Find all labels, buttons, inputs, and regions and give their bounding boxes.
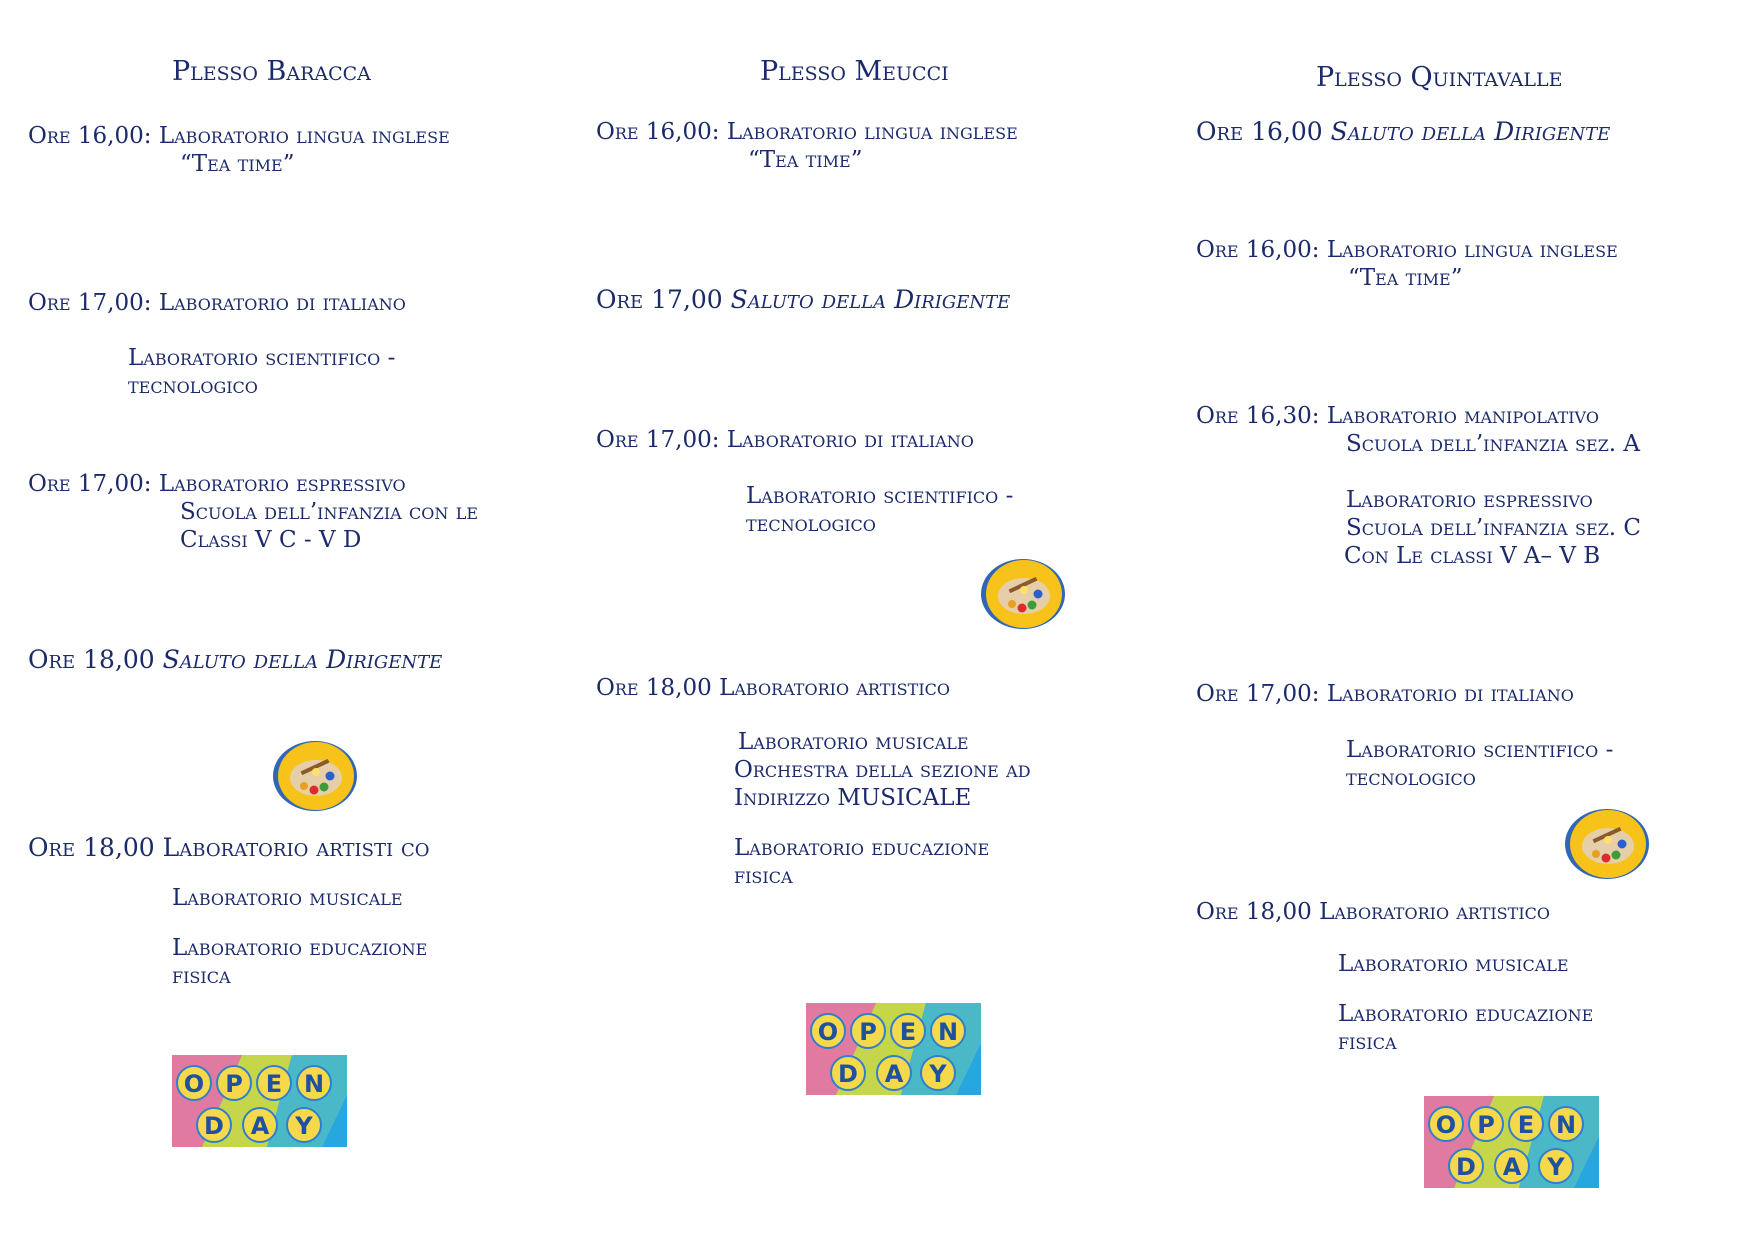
entry-sub: fisica	[1338, 1029, 1397, 1055]
entry-sub: tecnologico	[746, 511, 876, 537]
badge-letter: N	[303, 1070, 325, 1098]
badge-letter: O	[1435, 1111, 1457, 1139]
open-day-badge	[172, 1055, 347, 1147]
badge-letter: O	[817, 1018, 839, 1046]
entry-time: Ore 17,00: Laboratorio di italiano	[596, 427, 974, 453]
badge-letter: D	[204, 1112, 224, 1140]
entry-sub: fisica	[734, 863, 793, 889]
entry-time: Ore 16,30: Laboratorio manipolativo	[1196, 403, 1599, 429]
badge-letter: Y	[929, 1060, 947, 1088]
badge-letter: P	[1477, 1111, 1495, 1139]
column-title-baracca: Plesso Baracca	[172, 56, 371, 87]
entry-greeting: Ore 17,00 Saluto della Dirigente	[596, 285, 1011, 314]
entry-sub: “Tea time”	[1348, 265, 1463, 291]
entry-time: Ore 17,00: Laboratorio di italiano	[1196, 681, 1574, 707]
badge-letter: N	[1555, 1111, 1577, 1139]
open-day-badge	[806, 1003, 981, 1095]
entry-sub: “Tea time”	[748, 147, 863, 173]
palette-icon	[980, 558, 1066, 630]
entry-time: Ore 18,00 Laboratorio artistico	[596, 675, 950, 701]
entry-sub: Indirizzo MUSICALE	[734, 785, 972, 811]
entry-time: Ore 16,00: Laboratorio lingua inglese	[596, 119, 1018, 145]
entry-greeting: Ore 18,00 Saluto della Dirigente	[28, 645, 443, 674]
entry-time: Ore 18,00 Laboratorio artisti co	[28, 833, 430, 862]
entry-time: Ore 16,00: Laboratorio lingua inglese	[1196, 237, 1618, 263]
entry-sub: Scuola dell’infanzia sez. A	[1346, 431, 1641, 457]
entry-time: Ore 16,00: Laboratorio lingua inglese	[28, 123, 450, 149]
entry-sub: Laboratorio scientifico -	[128, 345, 396, 371]
entry-sub: Laboratorio educazione	[734, 835, 990, 861]
entry-time: Ore 18,00 Laboratorio artistico	[1196, 899, 1550, 925]
entry-sub: Laboratorio musicale	[172, 885, 403, 911]
palette-icon	[272, 740, 358, 812]
badge-letter: Y	[295, 1112, 313, 1140]
entry-sub: Laboratorio musicale	[738, 729, 969, 755]
entry-sub: Scuola dell’infanzia sez. C	[1346, 515, 1642, 541]
badge-letter: D	[1456, 1153, 1476, 1181]
entry-sub: “Tea time”	[180, 151, 295, 177]
entry-sub: Laboratorio scientifico -	[746, 483, 1014, 509]
badge-letter: E	[899, 1018, 917, 1046]
badge-letter: O	[183, 1070, 205, 1098]
entry-sub: Scuola dell’infanzia con le	[180, 499, 479, 525]
entry-sub: Laboratorio espressivo	[1346, 487, 1593, 513]
open-day-badge	[1424, 1096, 1599, 1188]
entry-sub: Laboratorio educazione	[1338, 1001, 1594, 1027]
column-title-meucci: Plesso Meucci	[760, 56, 949, 87]
entry-sub: Laboratorio educazione	[172, 935, 428, 961]
badge-letter: D	[838, 1060, 858, 1088]
entry-sub: Con Le classi V A– V B	[1344, 543, 1601, 569]
entry-sub: Laboratorio scientifico -	[1346, 737, 1614, 763]
badge-letter: Y	[1547, 1153, 1565, 1181]
entry-sub: Orchestra della sezione ad	[734, 757, 1031, 783]
entry-sub: Classi V C - V D	[180, 527, 362, 553]
badge-letter: A	[1502, 1153, 1522, 1181]
badge-letter: E	[1517, 1111, 1535, 1139]
entry-greeting: Ore 16,00 Saluto della Dirigente	[1196, 117, 1611, 146]
entry-sub: fisica	[172, 963, 231, 989]
badge-letter: N	[937, 1018, 959, 1046]
entry-sub: Laboratorio musicale	[1338, 951, 1569, 977]
badge-letter: A	[250, 1112, 270, 1140]
entry-sub: tecnologico	[128, 373, 258, 399]
entry-time: Ore 17,00: Laboratorio espressivo	[28, 471, 406, 497]
column-title-quintavalle: Plesso Quintavalle	[1316, 62, 1563, 93]
badge-letter: P	[225, 1070, 243, 1098]
badge-letter: E	[265, 1070, 283, 1098]
badge-letter: A	[884, 1060, 904, 1088]
badge-letter: P	[859, 1018, 877, 1046]
entry-time: Ore 17,00: Laboratorio di italiano	[28, 290, 406, 316]
palette-icon	[1564, 808, 1650, 880]
entry-sub: tecnologico	[1346, 765, 1476, 791]
